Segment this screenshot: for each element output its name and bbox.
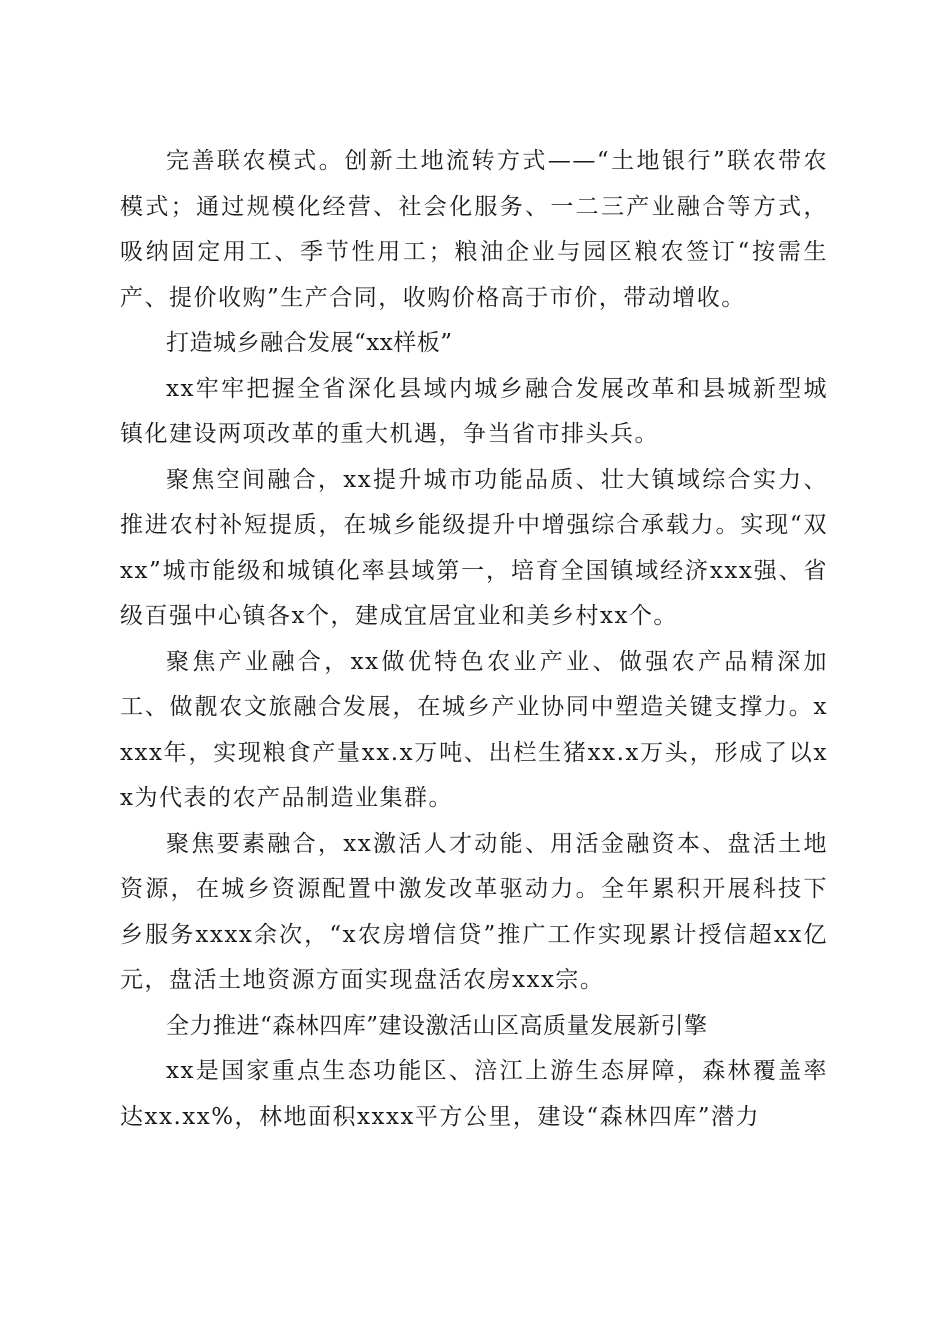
section-heading-urban-rural-model: 打造城乡融合发展“xx样板”: [166, 330, 453, 356]
paragraph-industry-integration: 聚焦产业融合，xx做优特色农业产业、做强农产品精深加工、做靓农文旅融合发展，在城乡产业协同中塑造关键支撑力。xxxx年，实现粮食产量xx.x万吨、出栏生猪xx.x万头，形成了以xx为代表的农产品制造业集群。: [120, 648, 828, 811]
paragraph-space-integration: 聚焦空间融合，xx提升城市功能品质、壮大镇域综合实力、推进农村补短提质，在城乡能级提升中增强综合承载力。实现“双xx”城市能级和城镇化率县域第一，培育全国镇域经济xxx强、省级百强中心镇各x个，建成宜居宜业和美乡村xx个。: [120, 466, 828, 629]
section-heading-forest-four-banks: 全力推进“森林四库”建设激活山区高质量发展新引擎: [166, 1012, 708, 1039]
document-body: [120, 139, 828, 1140]
paragraph-lian-nong-model: 完善联农模式。创新土地流转方式——“土地银行”联农带农模式；通过规模化经营、社会化服务、一二三产业融合等方式，吸纳固定用工、季节性用工；粮油企业与园区粮农签订“按需生产、提价收购”生产合同，收购价格高于市价，带动增收。: [120, 148, 828, 311]
paragraph-factor-integration: 聚焦要素融合，xx激活人才动能、用活金融资本、盘活土地资源，在城乡资源配置中激发改革驱动力。全年累积开展科技下乡服务xxxx余次，“x农房增信贷”推广工作实现累计授信超xx亿元，盘活土地资源方面实现盘活农房xxx宗。: [120, 830, 828, 993]
paragraph-reform-opportunity: xx牢牢把握全省深化县域内城乡融合发展改革和县城新型城镇化建设两项改革的重大机遇，争当省市排头兵。: [120, 375, 828, 447]
paragraph-ecological-function-zone: xx是国家重点生态功能区、涪江上游生态屏障，森林覆盖率达xx.xx%，林地面积xxxx平方公里，建设“森林四库”潜力: [120, 1058, 828, 1130]
